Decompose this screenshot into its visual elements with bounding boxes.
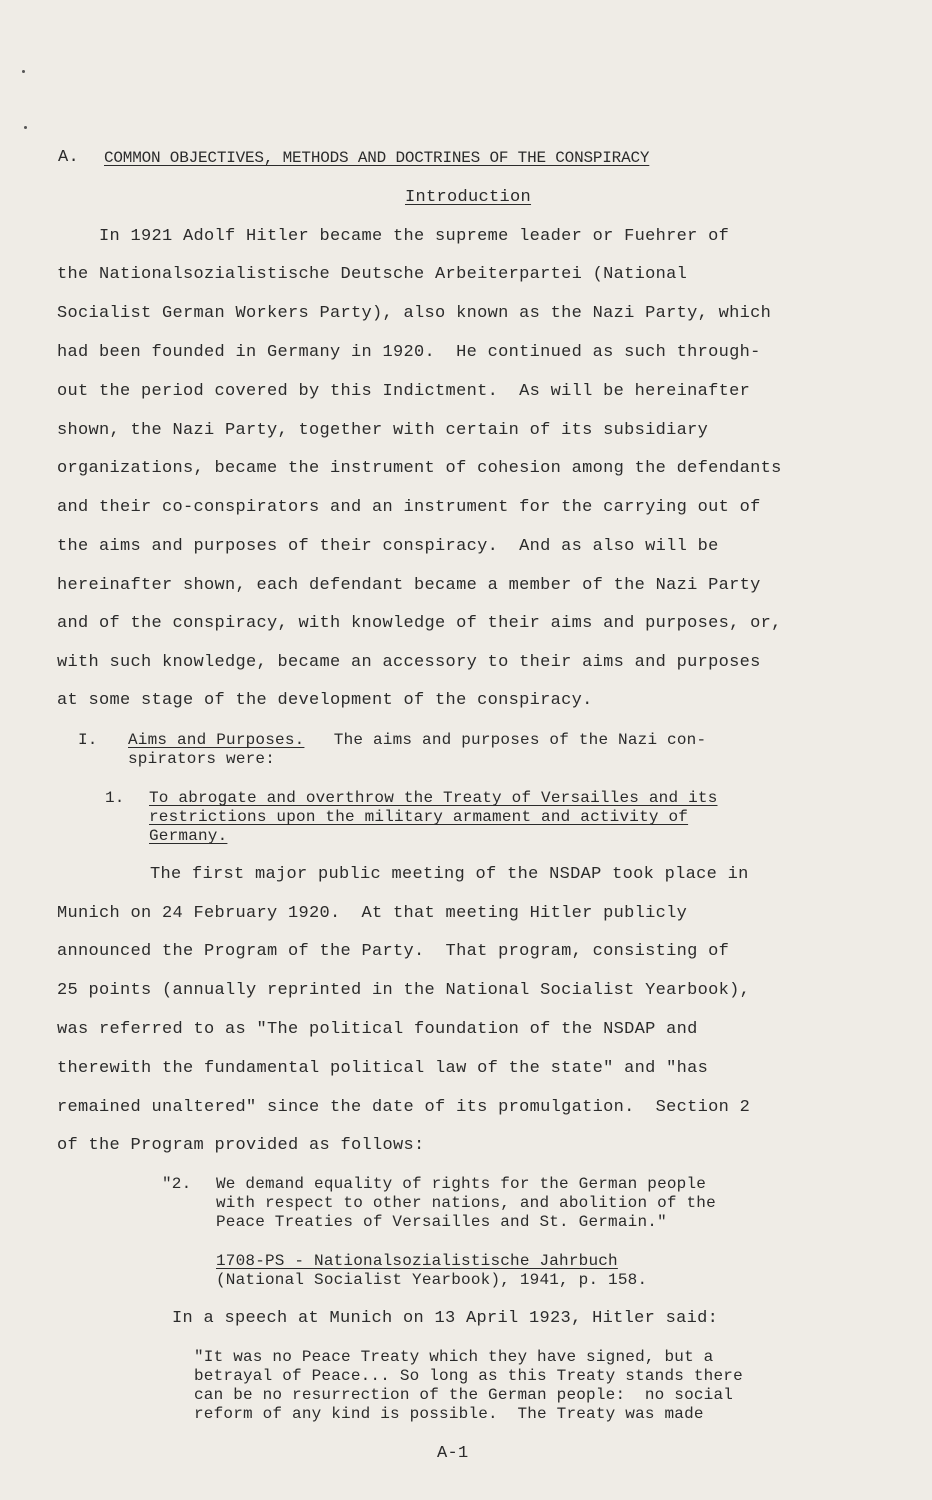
quote-marker: "2.	[162, 1175, 192, 1193]
paper-speck	[24, 126, 27, 129]
speech-quote-line: can be no resurrection of the German people: no social	[194, 1386, 734, 1404]
intro-line: organizations, became the instrument of cohesion among the defendants	[57, 459, 782, 478]
section-title: Aims and Purposes.	[128, 731, 305, 749]
citation-line: (National Socialist Yearbook), 1941, p. 158.	[216, 1271, 648, 1289]
intro-line: the aims and purposes of their conspiracy. And as also will be	[57, 537, 719, 556]
section-title-rest: The aims and purposes of the Nazi con-	[324, 731, 707, 749]
intro-line: and their co-conspirators and an instrument for the carrying out of	[57, 498, 761, 517]
intro-line: had been founded in Germany in 1920. He continued as such through-	[57, 343, 761, 362]
heading-title: COMMON OBJECTIVES, METHODS AND DOCTRINES OF THE CONSPIRACY	[104, 149, 650, 167]
heading-marker: A.	[58, 148, 80, 167]
item-line: Germany.	[149, 827, 228, 845]
body-line: 25 points (annually reprinted in the National Socialist Yearbook),	[57, 981, 751, 1000]
section-line: spirators were:	[128, 750, 276, 768]
section-numeral: I.	[78, 731, 98, 749]
page-number: A-1	[437, 1444, 469, 1463]
citation-line: 1708-PS - Nationalsozialistische Jahrbuch	[216, 1252, 618, 1270]
item-number: 1.	[105, 789, 125, 807]
intro-line: out the period covered by this Indictment. As will be hereinafter	[57, 382, 751, 401]
quote-line: We demand equality of rights for the German people	[216, 1175, 707, 1193]
intro-line: the Nationalsozialistische Deutsche Arbeiterpartei (National	[57, 265, 688, 284]
speech-quote-line: betrayal of Peace... So long as this Treaty stands there	[194, 1367, 743, 1385]
body-line: of the Program provided as follows:	[57, 1136, 425, 1155]
body-line: Munich on 24 February 1920. At that meeting Hitler publicly	[57, 904, 688, 923]
subheading: Introduction	[405, 188, 532, 207]
paper-speck	[22, 70, 25, 73]
intro-line: at some stage of the development of the conspiracy.	[57, 691, 593, 710]
intro-line: shown, the Nazi Party, together with certain of its subsidiary	[57, 421, 709, 440]
item-line: To abrogate and overthrow the Treaty of Versailles and its	[149, 789, 718, 807]
item-line: restrictions upon the military armament and activity of	[149, 808, 689, 826]
quote-line: with respect to other nations, and abolition of the	[216, 1194, 716, 1212]
speech-quote-line: "It was no Peace Treaty which they have signed, but a	[194, 1348, 714, 1366]
body-line: was referred to as "The political foundation of the NSDAP and	[57, 1020, 698, 1039]
intro-line: with such knowledge, became an accessory to their aims and purposes	[57, 653, 761, 672]
intro-line: Socialist German Workers Party), also known as the Nazi Party, which	[57, 304, 772, 323]
intro-line: In 1921 Adolf Hitler became the supreme leader or Fuehrer of	[57, 227, 730, 246]
quote-line: Peace Treaties of Versailles and St. Germain."	[216, 1213, 667, 1231]
speech-intro: In a speech at Munich on 13 April 1923, Hitler said:	[172, 1309, 719, 1328]
intro-line: and of the conspiracy, with knowledge of their aims and purposes, or,	[57, 614, 782, 633]
body-line: therewith the fundamental political law of the state" and "has	[57, 1059, 709, 1078]
body-line: announced the Program of the Party. That program, consisting of	[57, 942, 730, 961]
speech-quote-line: reform of any kind is possible. The Treaty was made	[194, 1405, 704, 1423]
body-line: remained unaltered" since the date of its promulgation. Section 2	[57, 1098, 751, 1117]
intro-line: hereinafter shown, each defendant became a member of the Nazi Party	[57, 576, 761, 595]
body-line: The first major public meeting of the NSDAP took place in	[108, 865, 749, 884]
